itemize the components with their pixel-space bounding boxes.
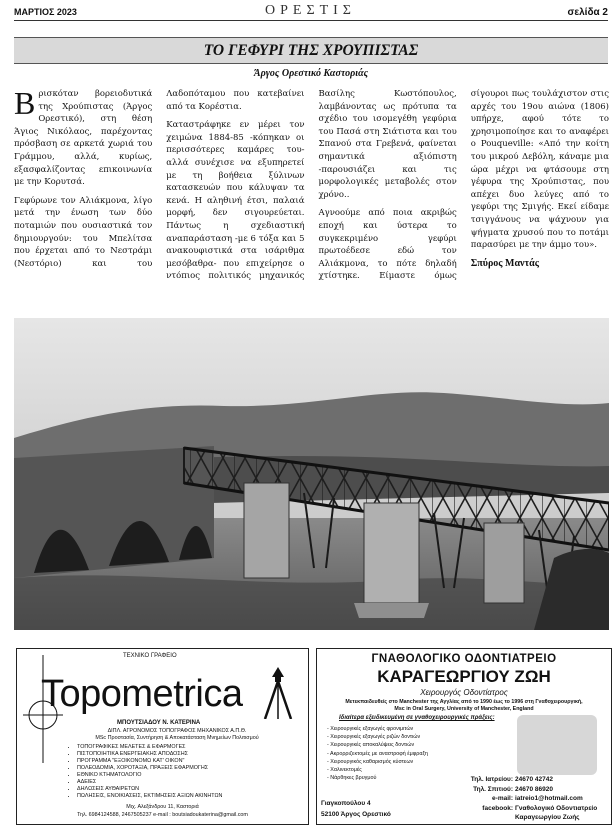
- procedure-item: - Χαλινεκτομές: [327, 767, 362, 774]
- office-phone: 24670 42742: [515, 776, 553, 783]
- owner-name: ΜΠΟΥΤΣΙΑΔΟΥ Ν. ΚΑΤΕΡΙΝΑ: [117, 720, 201, 726]
- office-address: Μιχ. Αλεξάνδρου 11, Καστοριά: [126, 804, 199, 810]
- procedure-item: - Ακρορριζεκτομές με αναστροφή έμφραξη: [327, 750, 428, 757]
- page-number: σελίδα 2: [567, 7, 608, 18]
- bridge-photo: [14, 318, 609, 630]
- masthead: ΟΡΕΣΤΙΣ: [265, 3, 356, 18]
- service-item: • ΕΘΝΙΚΟ ΚΤΗΜΑΤΟΛΟΓΙΟ: [77, 772, 307, 779]
- article-title: ΤΟ ΓΕΦΥΡΙ ΤΗΣ ΧΡΟΥΠΙΣΤΑΣ: [203, 42, 419, 59]
- procedure-item: - Νάρθηκες βρυγμού: [327, 775, 377, 782]
- specialty-heading: Ιδιαίτερα εξειδικευμένη σε γναθοχειρουργικές πράξεις:: [339, 715, 495, 721]
- procedure-item: - Χειρουργικές αποκαλύψεις δοντιών: [327, 742, 415, 749]
- clinic-city: 52100 Άργος Ορεστικό: [321, 811, 391, 818]
- service-item: • ΤΟΠΟΓΡΑΦΙΚΕΣ ΜΕΛΕΤΕΣ & ΕΦΑΡΜΟΓΕΣ: [77, 744, 307, 751]
- clinic-street: Γιαγκοπούλου 4: [321, 800, 371, 807]
- procedure-item: - Χειρουργικές εξαγωγές ριζών δοντιών: [327, 734, 421, 741]
- article-paragraph: Αγνοούμε από ποια ακριβώς εποχή και ύστερα το συγκεκριμένο γεφύρι πρωτοέδεσε εδώ τον Αλιάκμονα, το πότε δηλαδή χτίστηκε. Είμαστε όμως σίγουροι πως τουλάχιστον στις αρχές του 19ου αιώνα (1806) υπήρχε, αφού τότε το χρησιμοποίησε και το αναφέρει ο Pouqueville: «Από την κοίτη του μικρού Δεβόλη, κάναμε μια ώρα μέχρι να φτάσουμε στη γέφυρα της Χρούπιστας, που απέχει δυο λεύγες από το γεφύρι της Σμιγής. Εκεί είδαμε τσιγγάνους να ψάχνουν για ψήγματα χρυσού που το ποτάμι παρασύρει με την άμμο του».: [318, 89, 609, 282]
- service-item: • ΠΙΣΤΟΠΟΙΗΤΙΚΑ ΕΝΕΡΓΕΙΑΚΗΣ ΑΠΟΔΟΣΗΣ: [77, 751, 307, 758]
- contact-labels: Τηλ. Ιατρείου: Τηλ. Σπιτιού: e-mail: facebook:: [470, 776, 513, 812]
- service-item: • ΠΡΟΓΡΑΜΜΑ "ΕΞΟΙΚΟΝΟΜΩ ΚΑΤ' ΟΙΚΟΝ": [77, 758, 307, 765]
- training-line-1: Μετεκπαιδευθείς στο Manchester της Αγγλίας από το 1990 έως το 1996 στη Γναθοχειρουργική,: [345, 699, 583, 705]
- procedures-list: [327, 725, 428, 782]
- article-title-bar: [14, 37, 608, 64]
- procedure-item: - Χειρουργικές εξαγωγές φρονιμιτών: [327, 726, 414, 732]
- procedure-item: - Χειρουργικός καθαρισμός κύστεων: [327, 758, 414, 765]
- tripod-icon: [263, 667, 293, 719]
- service-item: • ΠΩΛΗΣΕΙΣ, ΕΝΟΙΚΙΑΣΕΙΣ, ΕΚΤΙΜΗΣΕΙΣ ΑΞΙΩΝ ΑΚΙΝΗΤΩΝ: [77, 793, 307, 800]
- dentist-ad: [316, 648, 612, 825]
- training-line-2: Msc in Oral Surgery, University of Manchester, England: [394, 706, 534, 712]
- article-body: [14, 85, 609, 318]
- article-subtitle: Άργος Ορεστικό Καστοριάς: [253, 68, 369, 79]
- clinic-email: iatreio1@hotmail.com: [515, 795, 583, 802]
- owner-degree: ΔΙΠΛ. ΑΓΡΟΝΟΜΟΣ ΤΟΠΟΓΡΑΦΟΣ ΜΗΧΑΝΙΚΟΣ Α.Π.Θ.: [107, 728, 247, 734]
- service-item: • ΠΟΛΕΟΔΟΜΙΑ, ΧΟΡΟΤΑΞΙΑ, ΠΡΑΞΕΙΣ ΕΦΑΡΜΟΓΗΣ: [77, 765, 307, 772]
- bridge-illustration: [14, 318, 609, 630]
- services-list: [57, 744, 307, 800]
- facebook-line-1: Γναθολογικό Οδοντιατρείο: [515, 804, 598, 812]
- article-paragraph: Γεφύρωνε τον Αλιάκμονα, λίγο μετά την ένωση των δύο ποταμιών που ουσιαστικά τον δημιουργούν: του Μπελίτσα που έρχεται από το Νεστράμι (Νεστόριο) και του Λαδοπόταμου που κατεβαίνει από τα Κορέστια.: [14, 89, 305, 269]
- owner-msc: MSc Προστασία, Συντήρηση & Αποκατάσταση Μνημείων Πολιτισμού: [95, 735, 259, 741]
- tooth-image: [517, 715, 597, 775]
- home-phone: 24670 86920: [515, 785, 553, 793]
- facebook-line-2: Καραγεωργίου Ζωής: [515, 814, 580, 821]
- topometrica-ad: [16, 648, 309, 825]
- office-contact: Τηλ. 6984124588, 2467505237 e-mail : boutsiadoukaterina@gmail.com: [77, 812, 248, 818]
- dentist-name: ΚΑΡΑΓΕΩΡΓΙΟΥ ΖΩΗ: [377, 667, 551, 686]
- service-item: • ΑΔΕΙΕΣ: [77, 779, 307, 786]
- header-rule: [14, 20, 608, 21]
- article-paragraph: Καταστράφηκε εν μέρει τον χειμώνα 1884-85 -κόπηκαν οι περισσότερες καμάρες του- αλλά συνέχισε να εξυπηρετεί με τη βοήθεια ξύλινων κατασκευών που κάλυψαν τα κενά. Η αληθινή έτσι, παλαιά μορφή, δεν σιγουρεύεται. Πάντως η σχεδιαστική αναπαράσταση -με 6 τόξα και 5 ανακουφιστικά στα ισάριθμα μεσόβαθρα- που επιχείρησε ο ντόπιος πολιτικός μηχανικός Βασίλης Κωστόπουλος, λαμβάνοντας ως πρότυπα τα σχέδιο του ισομεγέθη γεφύρια του Πασά στη Σιάτιστα και του Σπανού στα Γρεβενά, φαίνεται σημαντικά αξιόπιστη -παρουσιάζει και τις μορφολογικές μεταβολές στον χρόνο..: [166, 89, 457, 282]
- topometrica-logo: Topometrica: [41, 673, 243, 715]
- dropcap: Β: [14, 85, 36, 121]
- article-paragraph: Βρισκόταν βορειοδυτικά της Χρούπιστας (Άργος Ορεστικό), στη θέση Άγιος Νικόλαος, παρέχοντας πρόσβαση σε αρκετά χωριά του Γράμμου, αλλά, κυρίως, εξασφαλίζοντας επικοινωνία με την Κορυτσά.: [14, 85, 153, 188]
- issue-date: ΜΑΡΤΙΟΣ 2023: [14, 7, 77, 17]
- contact-values: [515, 775, 597, 823]
- service-item: • ΔΗΛΩΣΕΙΣ ΑΥΘΑΙΡΕΤΩΝ: [77, 786, 307, 793]
- office-label: ΤΕΧΝΙΚΟ ΓΡΑΦΕΙΟ: [123, 653, 177, 659]
- dentist-role: Χειρουργός Οδοντίατρος: [420, 688, 508, 697]
- article-author: Σπύρος Μαντάς: [470, 257, 539, 269]
- clinic-heading: ΓΝΑΘΟΛΟΓΙΚΟ ΟΔΟΝΤΙΑΤΡΕΙΟ: [371, 653, 557, 665]
